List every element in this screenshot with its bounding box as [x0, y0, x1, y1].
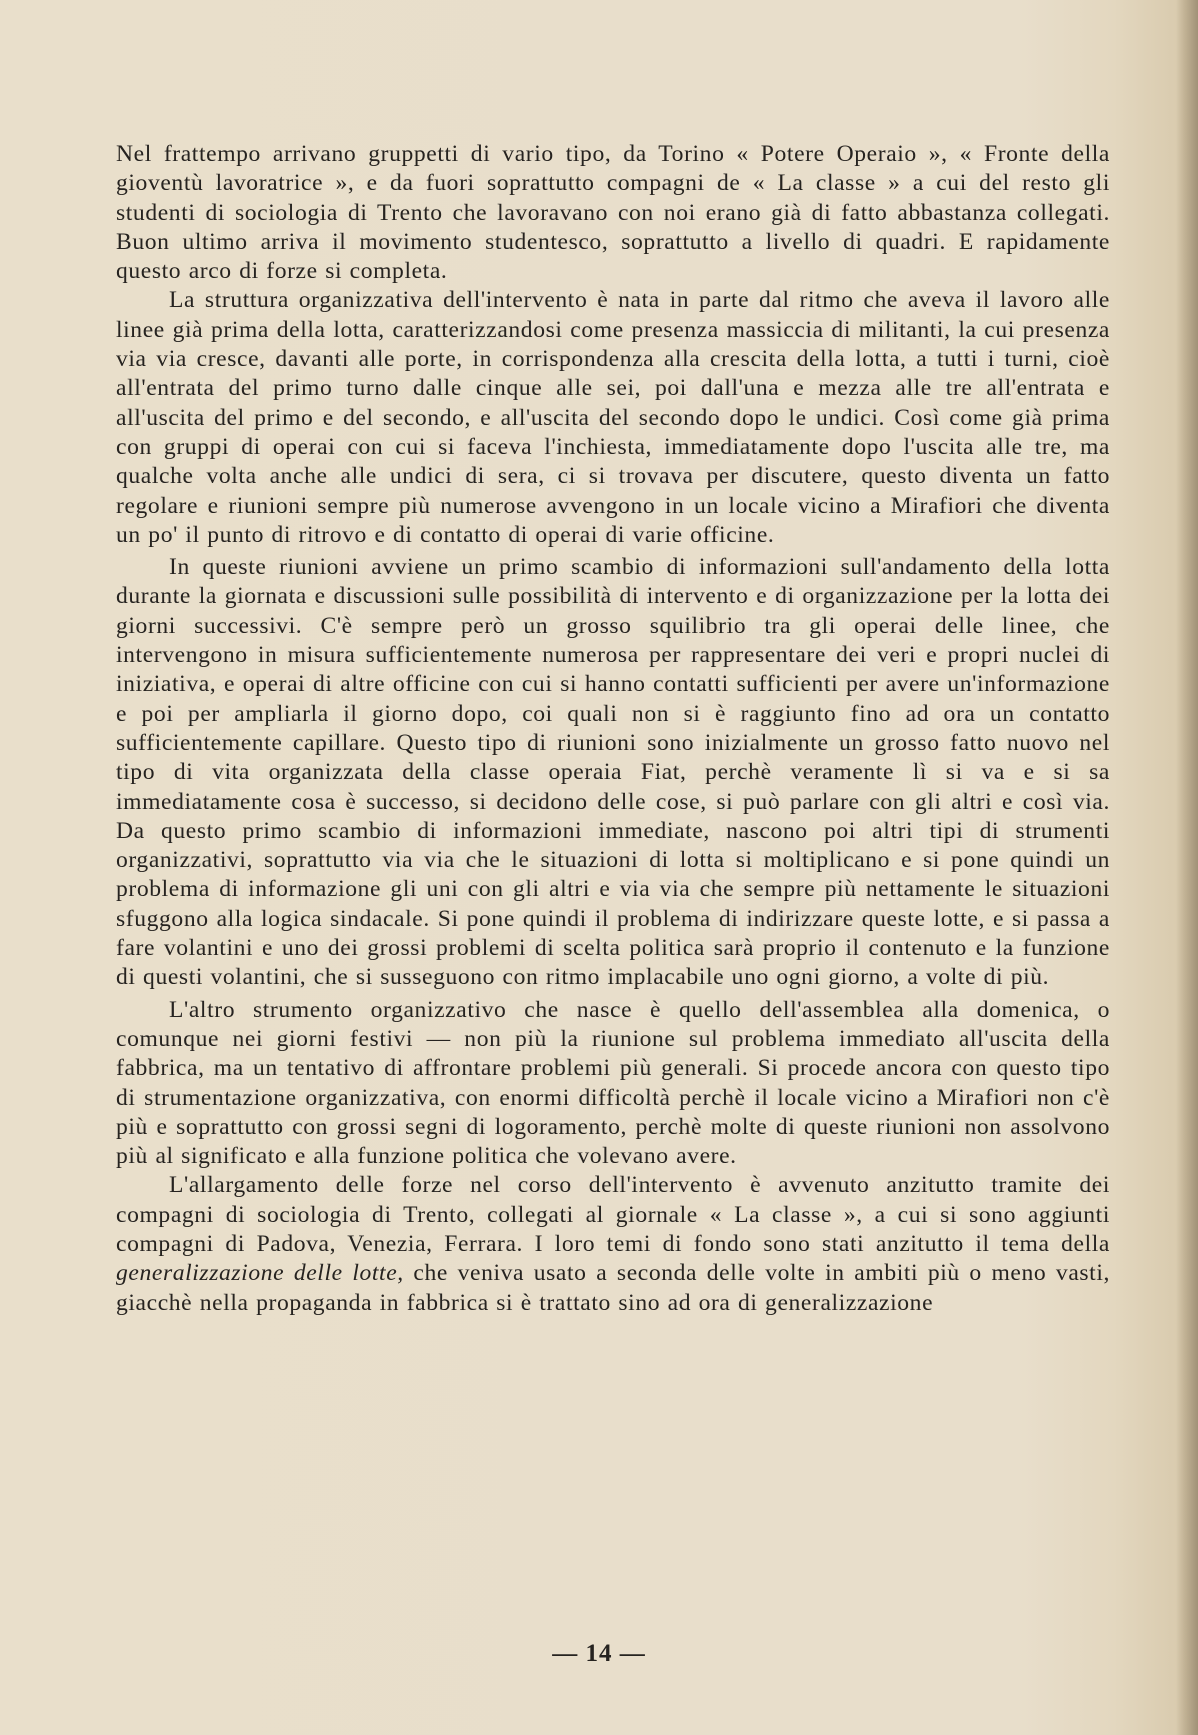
paragraph-1: Nel frattempo arrivano gruppetti di vario tipo, da Torino « Potere Operaio », « Fronte della gioventù lavoratrice », e da fuori soprattutto compagni de « La classe » a cui del resto gli studenti di sociologia di Trento che lavoravano con noi erano già di fatto abbastanza collegati. Buon ultimo arriva il movimento studentesco, soprattutto a livello di quadri. E rapidamente questo arco di forze si completa.: [116, 141, 1110, 285]
paragraph-5-italic-phrase: generalizzazione delle lotte,: [116, 1260, 404, 1287]
paragraph-5-start: L'allargamento delle forze nel corso dell'intervento è avvenuto anzitutto tramite dei compagni di sociologia di Trento, collegati al giornale « La classe », a cui si sono aggiunti compagni di Padova, Venezia, Ferrara. I loro temi di fondo sono stati anzitutto il tema della: [116, 1172, 1110, 1257]
paragraph-4: L'altro strumento organizzativo che nasce è quello dell'assemblea alla domenica, o comunque nei giorni festivi — non più la riunione sul problema immediato all'uscita della fabbrica, ma un tentativo di affrontare problemi più generali. Si procede ancora con questo tipo di strumentazione organizzativa, con enormi difficoltà perchè il locale vicino a Mirafiori non c'è più e soprattutto con grossi segni di logoramento, perchè molte di queste riunioni non assolvono più al significato e alla funzione politica che volevano avere.: [116, 996, 1110, 1170]
paragraph-3: In queste riunioni avviene un primo scambio di informazioni sull'andamento della lotta durante la giornata e discussioni sulle possibilità di intervento e di organizzazione per la lotta dei giorni successivi. C'è sempre però un grosso squilibrio tra gli operai delle linee, che intervengono in misura sufficientemente numerosa per rappresentare dei veri e propri nuclei di iniziativa, e operai di altre officine con cui si hanno contatti sufficienti per avere un'informazione e poi per ampliarla il giorno dopo, coi quali non si è raggiunto fino ad ora un contatto sufficientemente capillare. Questo tipo di riunioni sono inizialmente un grosso fatto nuovo nel tipo di vita organizzata della classe operaia Fiat, perchè veramente lì si va e si sa immediatamente cosa è successo, si decidono delle cose, si può parlare con gli altri e così via. Da questo primo scambio di informazioni immediate, nascono poi altri tipi di strumenti organizzativi, soprattutto via via che le situazioni di lotta si moltiplicano e si pone quindi un problema di informazione gli uni con gli altri e via via che sempre più nettamente le situazioni sfuggono alla logica sindacale. Si pone quindi il problema di indirizzare queste lotte, e si passa a fare volantini e uno dei grossi problemi di scelta politica sarà proprio il contenuto e la funzione di questi volantini, che si susseguono con ritmo implacabile uno ogni giorno, a volte di più.: [116, 554, 1110, 991]
paragraph-2: La struttura organizzativa dell'intervento è nata in parte dal ritmo che aveva il lavoro alle linee già prima della lotta, caratterizzandosi come presenza massiccia di militanti, la cui presenza via via cresce, davanti alle porte, in corrispondenza alla crescita della lotta, a tutti i turni, cioè all'entrata del primo turno dalle cinque alle sei, poi dall'una e mezza alle tre all'entrata e all'uscita del primo e del secondo, e all'uscita del secondo dopo le undici. Così come già prima con gruppi di operai con cui si faceva l'inchiesta, immediatamente dopo l'uscita alle tre, ma qualche volta anche alle undici di sera, ci si trovava per discutere, questo diventa un fatto regolare e riunioni sempre più numerose avvengono in un locale vicino a Mirafiori che diventa un po' il punto di ritrovo e di contatto di operai di varie officine.: [116, 287, 1110, 548]
paragraph-5: [116, 1171, 1110, 1317]
body-text: [116, 140, 1110, 1318]
page-edge-shadow: [1176, 0, 1198, 1735]
page-number: — 14 —: [552, 1640, 646, 1667]
paragraph-5-end: che veniva usato a seconda delle volte in ambiti più o meno vasti, giacchè nella propaganda in fabbrica si è trattato sino ad ora di generalizzazione: [116, 1260, 1110, 1316]
